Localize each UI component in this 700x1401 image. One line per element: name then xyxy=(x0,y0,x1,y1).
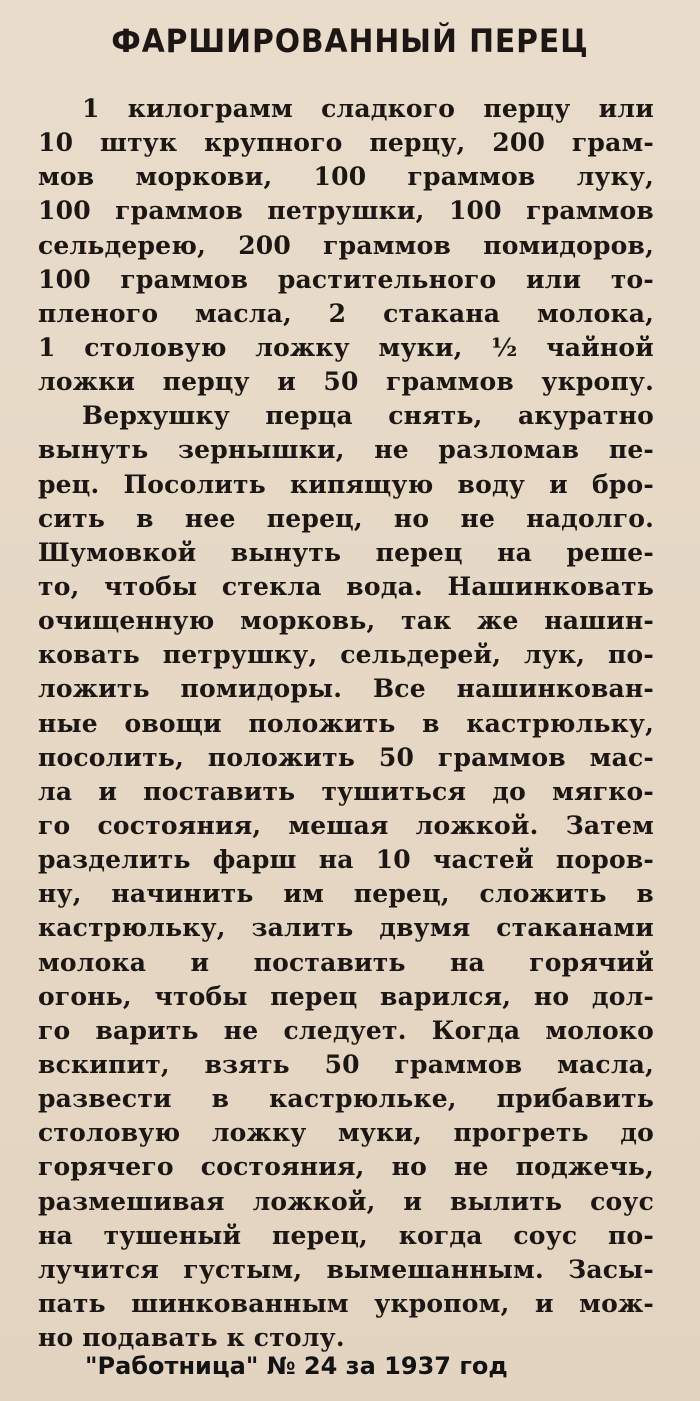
recipe-line: столовую ложку муки, прогреть до xyxy=(38,1118,654,1148)
recipe-line: то, чтобы стекла вода. Нашинковать xyxy=(38,571,654,601)
recipe-line: огонь, чтобы перец варился, но дол- xyxy=(38,981,654,1011)
recipe-line: кастрюльку, залить двумя стаканами xyxy=(38,913,654,943)
recipe-body xyxy=(38,92,654,1355)
recipe-line: 1 столовую ложку муки, ½ чайной xyxy=(38,332,654,362)
recipe-title: ФАРШИРОВАННЫЙ ПЕРЕЦ xyxy=(111,22,589,60)
recipe-line: ла и поставить тушиться до мягко- xyxy=(38,776,654,806)
recipe-line: на тушеный перец, когда соус по- xyxy=(38,1220,654,1250)
source-caption: "Работница" № 24 за 1937 год xyxy=(85,1352,508,1380)
recipe-line: разделить фарш на 10 частей поров- xyxy=(38,845,654,875)
recipe-line: 10 штук крупного перцу, 200 грам- xyxy=(38,128,654,158)
recipe-line: 100 граммов петрушки, 100 граммов xyxy=(38,196,654,226)
recipe-line: вынуть зернышки, не разломав пе- xyxy=(38,435,654,465)
recipe-line: горячего состояния, но не поджечь, xyxy=(38,1152,654,1182)
recipe-line: ные овощи положить в кастрюльку, xyxy=(38,708,654,738)
recipe-line: пленого масла, 2 стакана молока, xyxy=(38,298,654,328)
recipe-line: го варить не следует. Когда молоко xyxy=(38,1015,654,1045)
recipe-line: развести в кастрюльке, прибавить xyxy=(38,1084,654,1114)
recipe-line: сельдерею, 200 граммов помидоров, xyxy=(38,230,654,260)
recipe-line: Шумовкой вынуть перец на реше- xyxy=(38,537,654,567)
recipe-line: лучится густым, вымешанным. Засы- xyxy=(38,1254,654,1284)
recipe-line: ну, начинить им перец, сложить в xyxy=(38,879,654,909)
recipe-line: пать шинкованным укропом, и мож- xyxy=(38,1288,654,1318)
recipe-line: 100 граммов растительного или то- xyxy=(38,264,654,294)
recipe-line: сить в нее перец, но не надолго. xyxy=(38,503,654,533)
recipe-line: молока и поставить на горячий xyxy=(38,947,654,977)
recipe-line: ложки перцу и 50 граммов укропу. xyxy=(38,367,654,397)
recipe-line: ковать петрушку, сельдерей, лук, по- xyxy=(38,640,654,670)
recipe-line: вскипит, взять 50 граммов масла, xyxy=(38,1049,654,1079)
recipe-line: посолить, положить 50 граммов мас- xyxy=(38,742,654,772)
recipe-line: очищенную морковь, так же нашин- xyxy=(38,606,654,636)
recipe-line: Верхушку перца снять, акуратно xyxy=(82,401,654,431)
recipe-line: ложить помидоры. Все нашинкован- xyxy=(38,674,654,704)
recipe-line: мов моркови, 100 граммов луку, xyxy=(38,162,654,192)
recipe-line: 1 килограмм сладкого перцу или xyxy=(82,94,654,123)
recipe-line: рец. Посолить кипящую воду и бро- xyxy=(38,469,654,499)
recipe-line: го состояния, мешая ложкой. Затем xyxy=(38,810,654,840)
recipe-line: но подавать к столу. xyxy=(38,1323,345,1353)
recipe-line: размешивая ложкой, и вылить соус xyxy=(38,1186,654,1216)
